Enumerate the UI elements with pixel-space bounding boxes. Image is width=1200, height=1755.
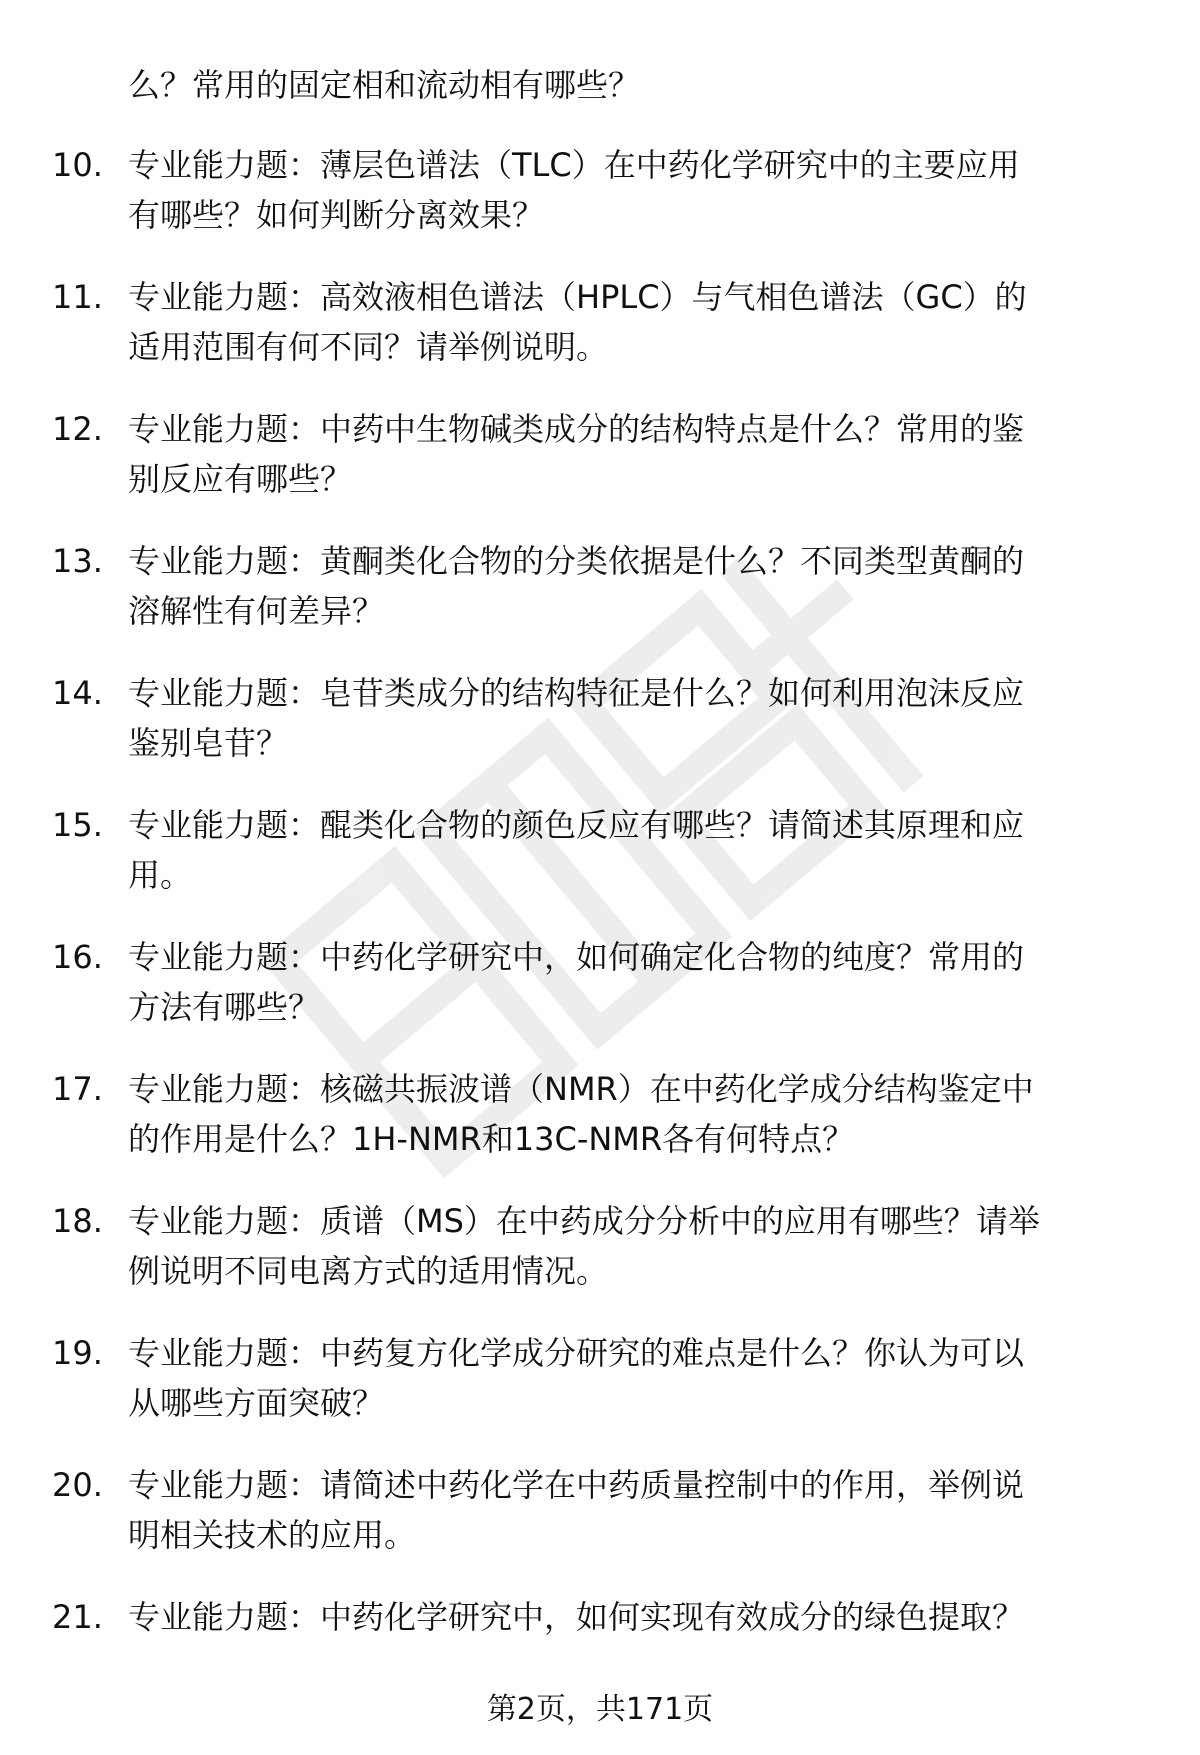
question-text xyxy=(128,1328,1158,1428)
question-item xyxy=(0,140,1200,272)
question-item xyxy=(0,1460,1200,1592)
continuation-text: 么？常用的固定相和流动相有哪些？ xyxy=(128,66,641,104)
question-number: 18. xyxy=(52,1202,103,1240)
question-number: 19. xyxy=(52,1334,103,1372)
question-number: 15. xyxy=(52,806,103,844)
question-text xyxy=(128,1460,1158,1560)
question-text-line: 专业能力题：薄层色谱法（TLC）在中药化学研究中的主要应用 xyxy=(128,146,1020,184)
question-text-line: 专业能力题：黄酮类化合物的分类依据是什么？不同类型黄酮的 xyxy=(128,542,1025,580)
question-text xyxy=(128,272,1158,372)
question-number: 16. xyxy=(52,938,103,976)
question-text-line: 方法有哪些？ xyxy=(128,988,321,1026)
question-text-line: 的作用是什么？1H-NMR和13C-NMR各有何特点？ xyxy=(128,1120,855,1158)
question-text-line: 适用范围有何不同？请举例说明。 xyxy=(128,328,609,366)
question-number: 14. xyxy=(52,674,103,712)
question-item xyxy=(0,932,1200,1064)
question-text-line: 专业能力题：中药化学研究中，如何实现有效成分的绿色提取？ xyxy=(128,1598,1025,1636)
question-text-line: 用。 xyxy=(128,856,193,894)
question-text-line: 例说明不同电离方式的适用情况。 xyxy=(128,1252,609,1290)
question-text-line: 别反应有哪些？ xyxy=(128,460,353,498)
question-number: 10. xyxy=(52,146,103,184)
question-list xyxy=(0,140,1200,1724)
question-text xyxy=(128,668,1158,768)
question-item xyxy=(0,1328,1200,1460)
question-text-line: 专业能力题：核磁共振波谱（NMR）在中药化学成分结构鉴定中 xyxy=(128,1070,1034,1108)
question-text xyxy=(128,1064,1158,1164)
question-text-line: 专业能力题：高效液相色谱法（HPLC）与气相色谱法（GC）的 xyxy=(128,278,1027,316)
question-text-line: 专业能力题：质谱（MS）在中药成分分析中的应用有哪些？请举 xyxy=(128,1202,1040,1240)
question-text-line: 有哪些？如何判断分离效果？ xyxy=(128,196,545,234)
question-item xyxy=(0,404,1200,536)
question-text xyxy=(128,404,1158,504)
question-text-line: 从哪些方面突破？ xyxy=(128,1384,385,1422)
question-item xyxy=(0,1196,1200,1328)
page-indicator: 第2页，共171页 xyxy=(486,1692,714,1727)
question-text xyxy=(128,800,1158,900)
question-text xyxy=(128,536,1158,636)
question-item xyxy=(0,668,1200,800)
question-item xyxy=(0,800,1200,932)
question-text xyxy=(128,140,1158,240)
question-text-line: 专业能力题：醌类化合物的颜色反应有哪些？请简述其原理和应 xyxy=(128,806,1025,844)
question-text-line: 专业能力题：请简述中药化学在中药质量控制中的作用，举例说 xyxy=(128,1466,1025,1504)
question-item xyxy=(0,1064,1200,1196)
question-text xyxy=(128,1592,1158,1642)
question-text-line: 明相关技术的应用。 xyxy=(128,1516,417,1554)
question-text xyxy=(128,1196,1158,1296)
question-text-line: 鉴别皂苷？ xyxy=(128,724,289,762)
question-number: 12. xyxy=(52,410,103,448)
question-text-line: 专业能力题：中药复方化学成分研究的难点是什么？你认为可以 xyxy=(128,1334,1025,1372)
question-text-line: 专业能力题：中药中生物碱类成分的结构特点是什么？常用的鉴 xyxy=(128,410,1025,448)
question-number: 17. xyxy=(52,1070,103,1108)
question-item xyxy=(0,536,1200,668)
question-text-line: 溶解性有何差异？ xyxy=(128,592,385,630)
question-number: 11. xyxy=(52,278,103,316)
question-text-line: 专业能力题：中药化学研究中，如何确定化合物的纯度？常用的 xyxy=(128,938,1025,976)
question-number: 21. xyxy=(52,1598,103,1636)
question-item xyxy=(0,272,1200,404)
question-text xyxy=(128,932,1158,1032)
question-text-line: 专业能力题：皂苷类成分的结构特征是什么？如何利用泡沫反应 xyxy=(128,674,1025,712)
question-number: 20. xyxy=(52,1466,103,1504)
question-number: 13. xyxy=(52,542,103,580)
